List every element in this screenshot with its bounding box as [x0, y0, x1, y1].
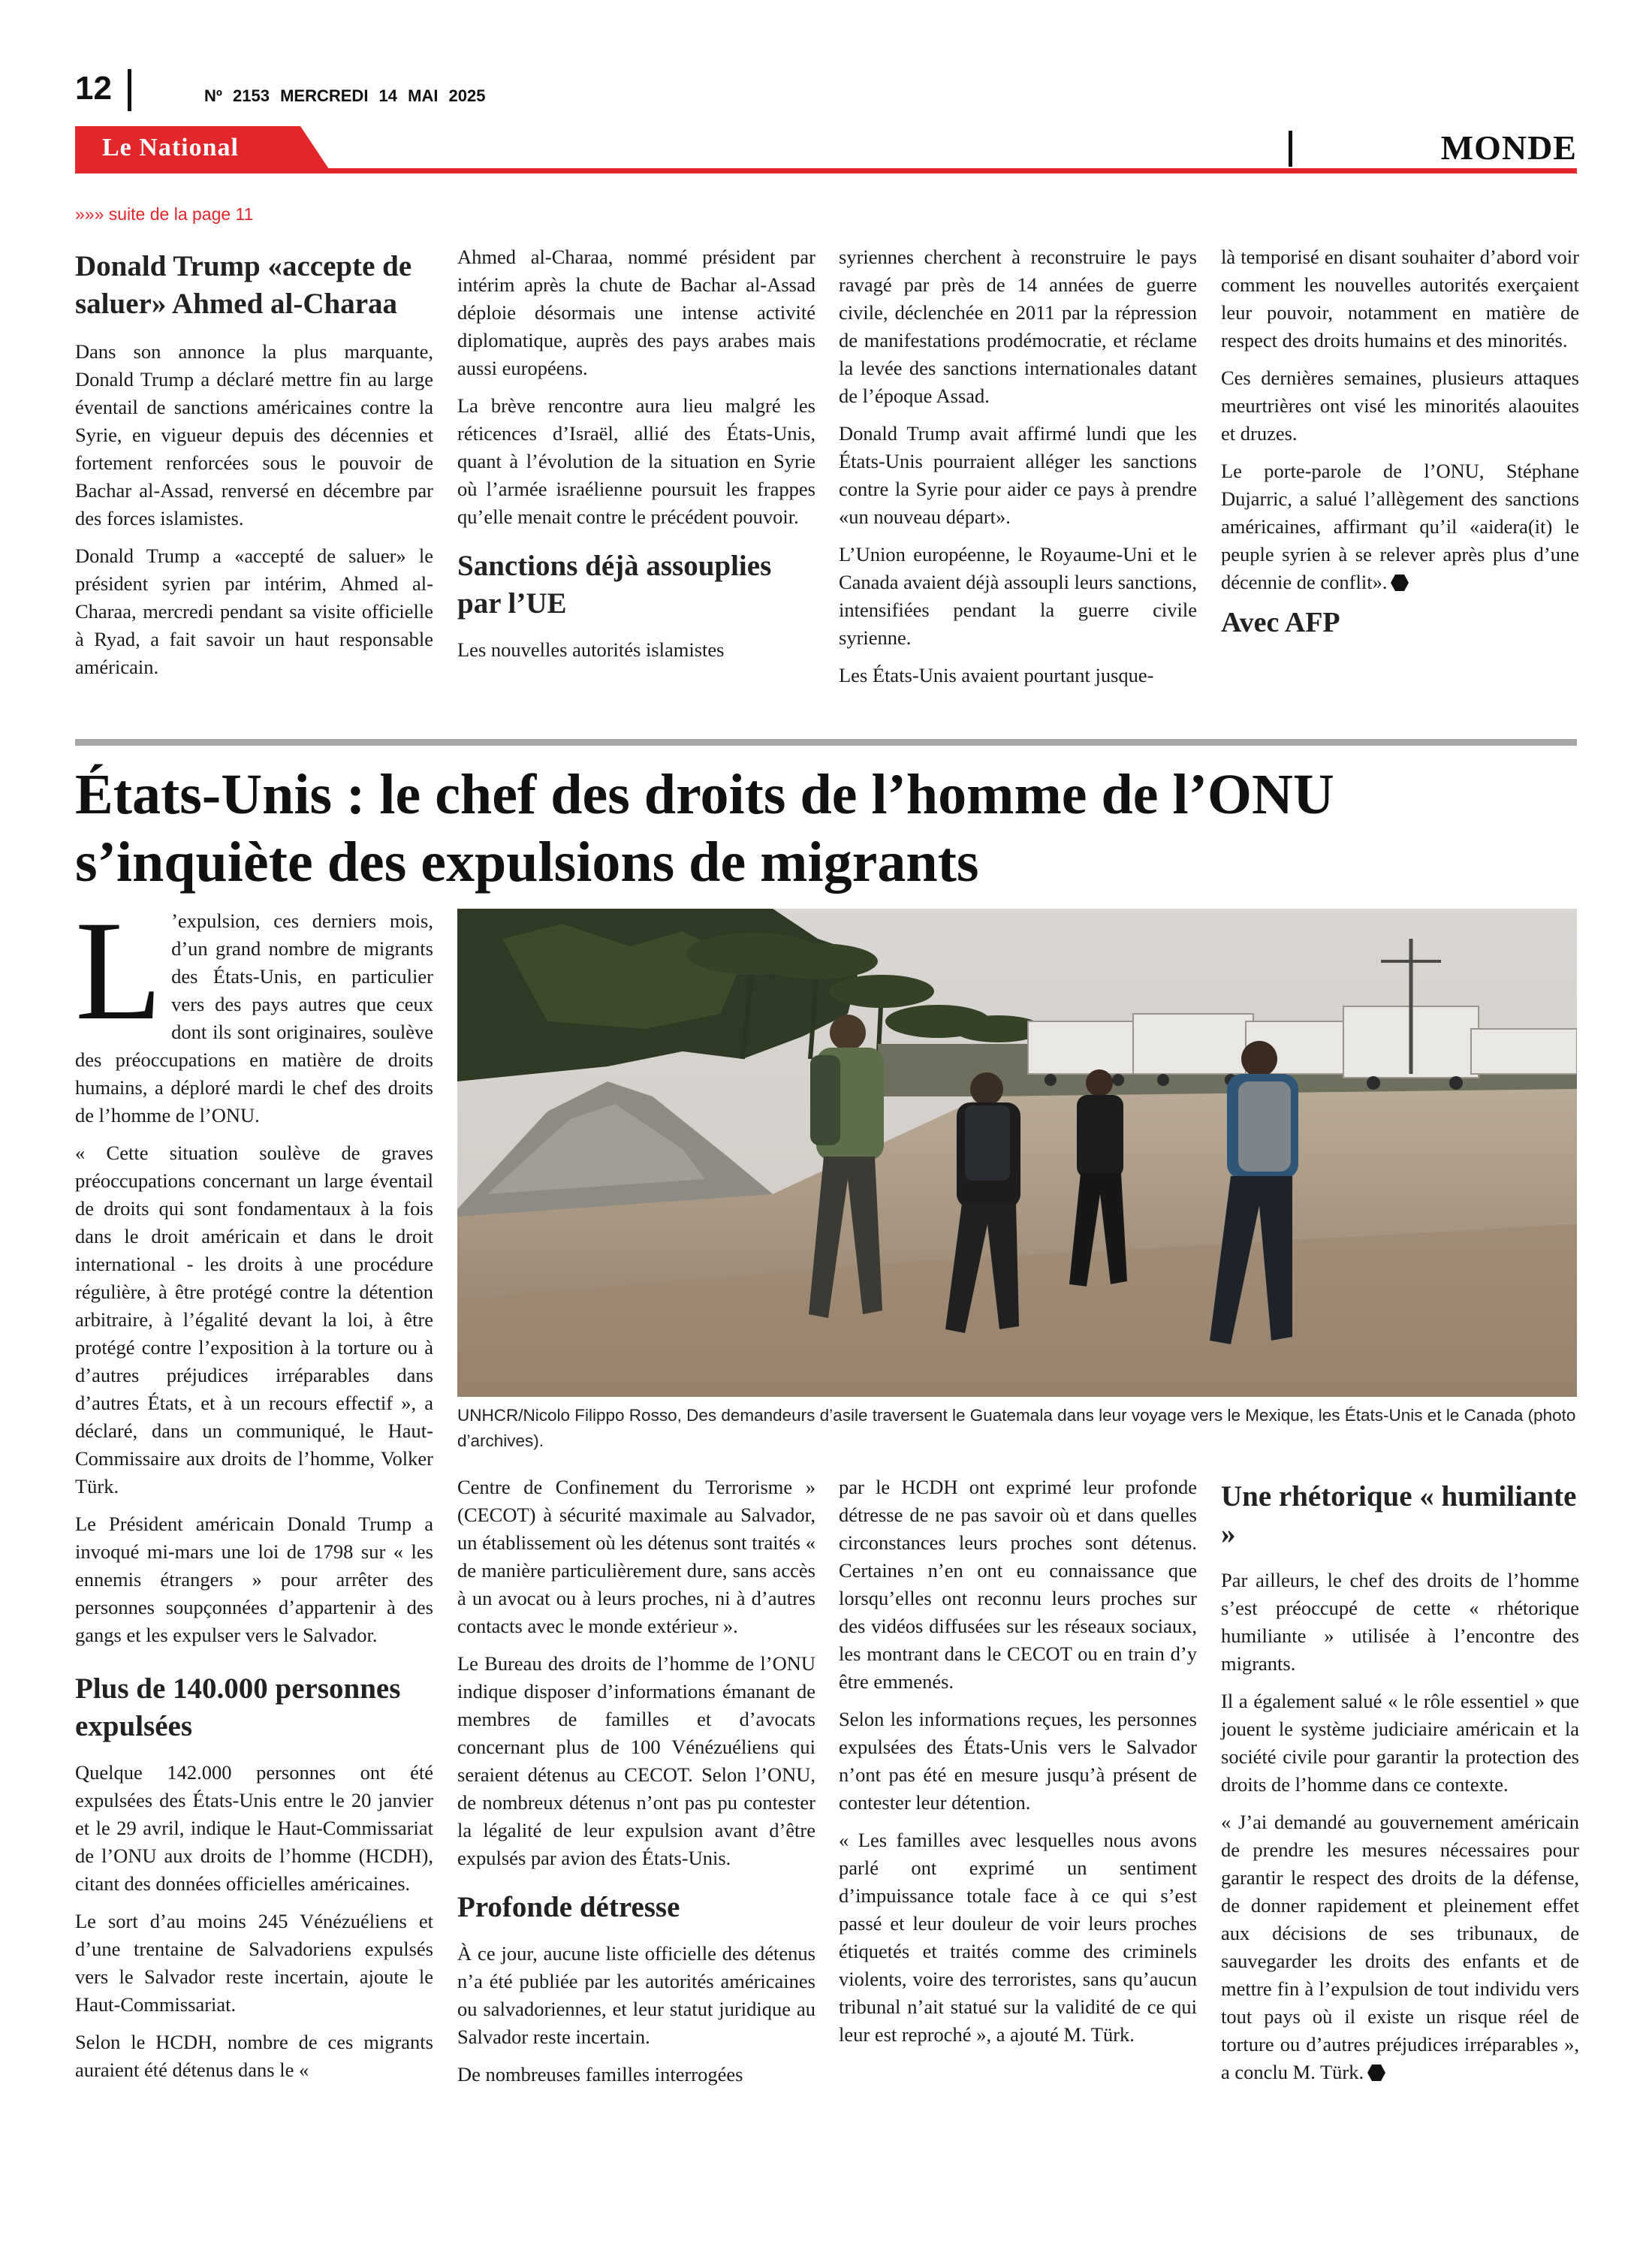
paragraph-last: [1221, 1808, 1579, 2086]
article1-subhead: Sanctions déjà assouplies par l’UE: [457, 550, 772, 620]
paragraph: là temporisé en disant souhaiter d’abord voir comment les nouvelles autorités exerçaient leur pouvoir, notamment en matière de respect des droits humains et des minorités.: [1221, 246, 1579, 351]
article2-subhead-3: Une rhétorique « humiliante »: [1221, 1480, 1577, 1550]
issue-date-line: Nº 2153 MERCREDI 14 MAI 2025: [204, 86, 486, 105]
article2-photo: [457, 909, 1577, 1397]
paragraph: « Les familles avec lesquelles nous avons parlé ont exprimé un sentiment d’impuissance totale face à ce qui s’est passé et leur douleur de voir leurs proches étiquetés et traités comme des criminels violents, voire des terroristes, sans qu’aucun tribunal n’ait statué sur la validité de ce qui leur est reproché », a ajouté M. Türk.: [839, 1829, 1197, 2046]
paragraph-text: « J’ai demandé au gouvernement américain de prendre les mesures nécessaires pour garantir le respect des droits de la défense, de donner rapidement et pleinement effet aux décisions de ses tribunaux, de sauvegarder les droits des enfants et de mettre fin à l’expulsion de tout individu vers tout pays où il existe un risque réel de torture ou d’autres préjudices irréparables », a conclu M. Türk.: [1221, 1811, 1579, 2083]
paragraph: Quelque 142.000 personnes ont été expulsées des États-Unis entre le 20 janvier et le 29 avril, indique le Haut-Commissariat de l’ONU aux droits de l’homme (HCDH), citant des données officielles américaines.: [75, 1761, 433, 1895]
paragraph: La brève rencontre aura lieu malgré les réticences d’Israël, allié des États-Unis, quant à l’évolution de la situation en Syrie où l’armée israélienne poursuit les frappes qu’elle menait contre le précédent pouvoir.: [457, 394, 815, 528]
paragraph: Il a également salué « le rôle essentiel » que jouent le système judiciaire américain et la société civile pour garantir la protection des droits de l’homme dans ce contexte.: [1221, 1690, 1579, 1796]
article1-headline: Donald Trump «accepte de saluer» Ahmed al-Charaa: [75, 250, 412, 320]
paragraph: Centre de Confinement du Terrorisme » (CECOT) à sécurité maximale au Salvador, un établissement où les détenus sont traités « de manière particulièrement dure, sans accès à un avocat ou à leurs proches, ni à d’autres contacts avec le monde extérieur ».: [457, 1476, 815, 1637]
article2-column-3: [839, 1473, 1197, 2058]
brand-band: [75, 126, 330, 171]
article2-subhead-2: Profonde détresse: [457, 1891, 680, 1923]
article1-column-3: [839, 243, 1197, 699]
paragraph: Ces dernières semaines, plusieurs attaques meurtrières ont visé les minorités alaouites et druzes.: [1221, 366, 1579, 445]
section-name: MONDE: [1440, 128, 1577, 167]
article1-column-4: [1221, 243, 1579, 639]
paragraph: Les États-Unis avaient pourtant jusque-: [839, 664, 1154, 686]
paragraph: De nombreuses familles interrogées: [457, 2063, 743, 2086]
paragraph: L’Union européenne, le Royaume-Uni et le Canada avaient déjà assoupli leurs sanctions, intensifiées pendant la guerre civile syrienne.: [839, 543, 1197, 649]
end-of-article-icon: [1367, 2064, 1386, 2082]
paragraph-text: Le porte-parole de l’ONU, Stéphane Dujarric, a salué l’allègement des sanctions américaines, affirmant qu’il «aidera(it) le peuple syrien à se relever après plus d’une décennie de conflit».: [1221, 460, 1579, 593]
lead-text: ’expulsion, ces derniers mois, d’un grand nombre de migrants des États-Unis, en particulier vers des pays autres que ceux dont ils sont originaires, soulève des préoccupations en matière de droits humains, a déploré mardi le chef des droits de l’homme de l’ONU.: [75, 909, 433, 1126]
paragraph: « Cette situation soulève de graves préoccupations concernant un large éventail de droits qui sont fondamentaux à la fois dans le droit américain et dans le droit international - les droits à une procédure régulière, à être protégé contre la détention arbitraire, à l’égalité devant la loi, à être protégé contre l’exposition à la torture ou à d’autres préjudices irréparables dans d’autres États, et à un recours effectif », a déclaré, dans un communiqué, le Haut-Commissaire aux droits de l’homme, Volker Türk.: [75, 1142, 433, 1497]
article2-column-1: [75, 892, 433, 2094]
article2-subhead-1: Plus de 140.000 personnes expulsées: [75, 1672, 401, 1742]
paragraph: Selon le HCDH, nombre de ces migrants auraient été détenus dans le «: [75, 2031, 433, 2081]
brand-name: Le National: [102, 134, 239, 161]
article1-column-2: [457, 243, 815, 674]
paragraph: Le Bureau des droits de l’homme de l’ONU indique disposer d’informations émanant de membres de familles et d’avocats concernant plus de 100 Vénézuéliens qui seraient détenus au CECOT. Selon l’ONU, de nombreux détenus n’ont pas pu contester la légalité de leur expulsion avant d’être expulsés par avion des États-Unis.: [457, 1652, 815, 1869]
paragraph: Ahmed al-Charaa, nommé président par intérim après la chute de Bachar al-Assad déploie désormais une intense activité diplomatique, auprès des pays arabes mais aussi européens.: [457, 246, 815, 379]
paragraph: Donald Trump avait affirmé lundi que les États-Unis pourraient alléger les sanctions contre la Syrie pour aider ce pays à prendre «un nouveau départ».: [839, 422, 1197, 528]
paragraph: syriennes cherchent à reconstruire le pays ravagé par près de 14 années de guerre civile, déclenchée en 2011 par la répression de manifestations prodémocratie, et réclame la levée des sanctions internationales datant de l’époque Assad.: [839, 246, 1197, 407]
article2-column-2: [457, 1473, 815, 2098]
page-number: 12: [75, 70, 112, 107]
article2-column-4: [1221, 1478, 1579, 2096]
migrants-walking-photo: [457, 909, 1577, 1397]
paragraph: par le HCDH ont exprimé leur profonde détresse de ne pas savoir où et dans quelles circonstances leurs proches sont détenus. Certaines n’en ont eu connaissance que lorsqu’elles ont reconnu leurs proches sur des vidéos diffusées sur les réseaux sociaux, les montrant dans le CECOT ou en train d’y être emmenés.: [839, 1476, 1197, 1693]
photo-caption: UNHCR/Nicolo Filippo Rosso, Des demandeurs d’asile traversent le Guatemala dans leur voyage vers le Mexique, les États-Unis et le Canada (photo d’archives).: [457, 1406, 1576, 1450]
paragraph-last: [1221, 457, 1579, 596]
masthead-red-rule: [75, 168, 1577, 173]
drop-cap: L: [75, 892, 163, 1050]
continued-from-note: »»» suite de la page 11: [75, 204, 254, 224]
paragraph: Les nouvelles autorités islamistes: [457, 638, 725, 661]
paragraph: Dans son annonce la plus marquante, Donald Trump a déclaré mettre fin au large éventail de sanctions américaines contre la Syrie, en vigueur depuis des décennies et fortement renforcées sous le pouvoir de Bachar al-Assad, renversé en décembre par des forces islamistes.: [75, 340, 433, 529]
paragraph: Selon les informations reçues, les personnes expulsées des États-Unis vers le Salvador n’ont pas été en mesure jusqu’à présent de contester leur détention.: [839, 1708, 1197, 1814]
end-of-article-icon: [1390, 574, 1409, 592]
article-separator-rule: [75, 739, 1577, 746]
section-divider: [1289, 131, 1292, 167]
paragraph: Par ailleurs, le chef des droits de l’homme s’est préoccupé de cette « rhétorique humiliante » utilisée à l’encontre des migrants.: [1221, 1569, 1579, 1675]
article1-column-1: [75, 248, 433, 691]
article2-title: États-Unis : le chef des droits de l’homme de l’ONU s’inquiète des expulsions de migrants: [75, 763, 1334, 894]
article1-signature: Avec AFP: [1221, 607, 1340, 638]
paragraph: À ce jour, aucune liste officielle des détenus n’a été publiée par les autorités américaines ou salvadoriennes, et leur statut juridique au Salvador reste incertain.: [457, 1942, 815, 2048]
page-number-divider: [128, 69, 131, 111]
paragraph: Donald Trump a «accepté de saluer» le président syrien par intérim, Ahmed al-Charaa, mercredi pendant sa visite officielle à Ryad, a fait savoir un haut responsable américain.: [75, 544, 433, 678]
lead-paragraph: [75, 892, 433, 1130]
paragraph: Le Président américain Donald Trump a invoqué mi-mars une loi de 1798 sur « les ennemis étrangers » pour arrêter des personnes soupçonnées d’appartenir à des gangs et les expulser vers le Salvador.: [75, 1513, 433, 1646]
paragraph: Le sort d’au moins 245 Vénézuéliens et d’une trentaine de Salvadoriens expulsés vers le Salvador reste incertain, ajoute le Haut-Commissariat.: [75, 1910, 433, 2016]
